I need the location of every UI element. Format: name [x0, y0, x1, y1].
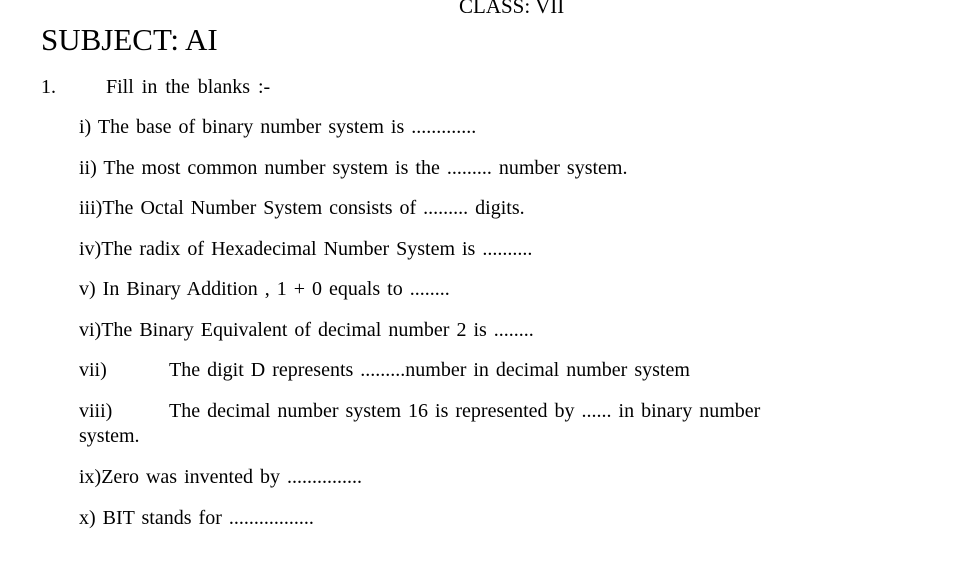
item-roman: iii) [79, 197, 103, 219]
item-roman: ii) [79, 157, 97, 179]
item-roman: viii) [79, 400, 113, 422]
item-roman: i) [79, 116, 92, 138]
item-continuation: system. [79, 425, 140, 447]
list-item-x [79, 507, 314, 530]
list-item-i [79, 116, 476, 139]
class-label: CLASS: VII [459, 0, 565, 18]
item-roman: v) [79, 278, 96, 300]
question-title: Fill in the blanks :- [106, 76, 271, 98]
list-item-vii [79, 359, 690, 382]
item-text: The base of binary number system is ............. [97, 116, 477, 138]
item-text: The radix of Hexadecimal Number System is .......... [101, 238, 533, 260]
question-number: 1. [41, 76, 56, 98]
list-item-v [79, 278, 450, 301]
item-text: The Octal Number System consists of ......... digits. [102, 197, 525, 219]
list-item-iv [79, 238, 532, 261]
item-text: In Binary Addition , 1 + 0 equals to ........ [102, 278, 450, 300]
item-roman: ix) [79, 466, 102, 488]
subject-title: SUBJECT: AI [41, 22, 218, 57]
list-item-iii [79, 197, 525, 220]
list-item-vi [79, 319, 534, 342]
item-text: Zero was invented by ............... [101, 466, 362, 488]
item-roman: vii) [79, 359, 107, 381]
list-item-viii [79, 400, 760, 448]
item-text: The decimal number system 16 is represented by ...... in binary number [169, 400, 761, 422]
list-item-ii [79, 157, 627, 180]
item-text: BIT stands for ................. [102, 507, 314, 529]
item-roman: iv) [79, 238, 102, 260]
item-roman: vi) [79, 319, 102, 341]
item-text: The most common number system is the ......... number system. [103, 157, 628, 179]
item-text: The Binary Equivalent of decimal number 2 is ........ [101, 319, 534, 341]
list-item-ix [79, 466, 362, 489]
item-text: The digit D represents .........number in decimal number system [169, 359, 690, 381]
item-roman: x) [79, 507, 96, 529]
